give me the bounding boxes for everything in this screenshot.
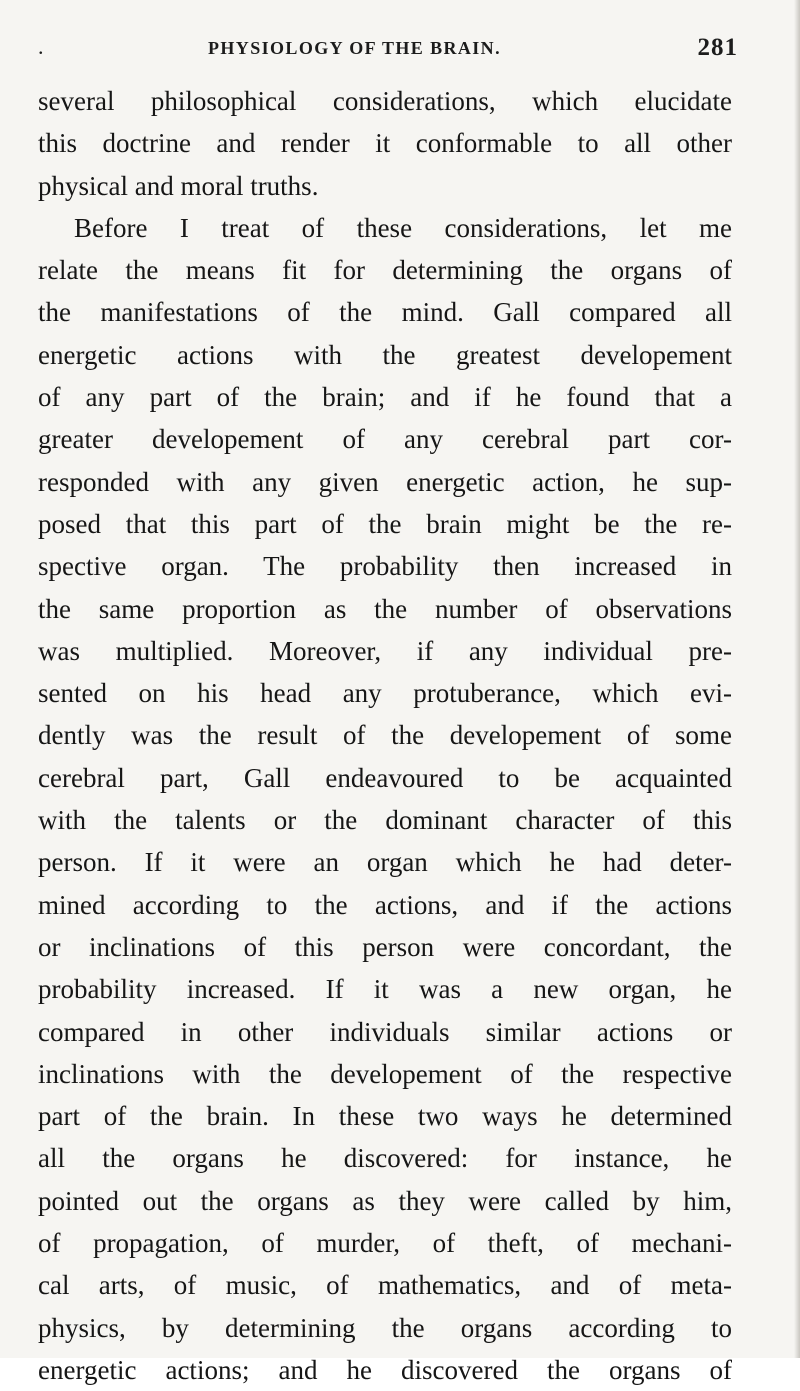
text-line: or inclinations of this person were concordant, the bbox=[38, 931, 732, 962]
text-line: with the talents or the dominant character of this bbox=[38, 805, 732, 836]
page-number: 281 bbox=[697, 34, 738, 61]
text-line: physical and moral truths. bbox=[38, 170, 319, 201]
text-line: of propagation, of murder, of theft, of mechani- bbox=[38, 1228, 732, 1259]
running-title: PHYSIOLOGY OF THE BRAIN. bbox=[208, 38, 501, 58]
text-line: cal arts, of music, of mathematics, and of meta- bbox=[38, 1270, 732, 1301]
text-line: physics, by determining the organs according to bbox=[38, 1312, 732, 1343]
text-line: this doctrine and render it conformable to all other bbox=[38, 128, 732, 159]
text-line: posed that this part of the brain might be the re- bbox=[38, 508, 732, 539]
text-line: inclinations with the developement of the respective bbox=[38, 1058, 732, 1089]
text-line: cerebral part, Gall endeavoured to be acquainted bbox=[38, 762, 732, 793]
text-line: the same proportion as the number of observations bbox=[38, 593, 732, 624]
header-mark: . bbox=[38, 34, 44, 59]
running-head bbox=[30, 30, 740, 70]
text-line: greater developement of any cerebral part cor- bbox=[38, 424, 732, 455]
text-line: compared in other individuals similar actions or bbox=[38, 1016, 732, 1047]
text-line: Before I treat of these considerations, let me bbox=[74, 212, 732, 243]
body-text bbox=[38, 80, 732, 1391]
text-line: pointed out the organs as they were called by him, bbox=[38, 1185, 732, 1216]
text-line: was multiplied. Moreover, if any individual pre- bbox=[38, 635, 732, 666]
text-line: relate the means fit for determining the organs of bbox=[38, 255, 732, 286]
text-line: the manifestations of the mind. Gall compared all bbox=[38, 297, 732, 328]
text-line: spective organ. The probability then increased in bbox=[38, 551, 732, 582]
text-line: several philosophical considerations, which elucidate bbox=[38, 86, 732, 116]
text-line: probability increased. If it was a new organ, he bbox=[38, 974, 732, 1005]
text-line: dently was the result of the developement of some bbox=[38, 720, 732, 751]
text-line: responded with any given energetic action, he sup- bbox=[38, 466, 732, 497]
text-line: part of the brain. In these two ways he determined bbox=[38, 1101, 732, 1132]
text-line: sented on his head any protuberance, which evi- bbox=[38, 678, 732, 709]
text-line: all the organs he discovered: for instance, he bbox=[38, 1143, 732, 1174]
text-line: energetic actions with the greatest developement bbox=[38, 339, 732, 370]
page-edge-shadow bbox=[794, 0, 800, 1358]
text-line: of any part of the brain; and if he found that a bbox=[38, 382, 732, 413]
text-line: mined according to the actions, and if the actions bbox=[38, 889, 732, 920]
text-line: energetic actions; and he discovered the organs of bbox=[38, 1354, 732, 1385]
text-line: person. If it were an organ which he had deter- bbox=[38, 847, 732, 878]
